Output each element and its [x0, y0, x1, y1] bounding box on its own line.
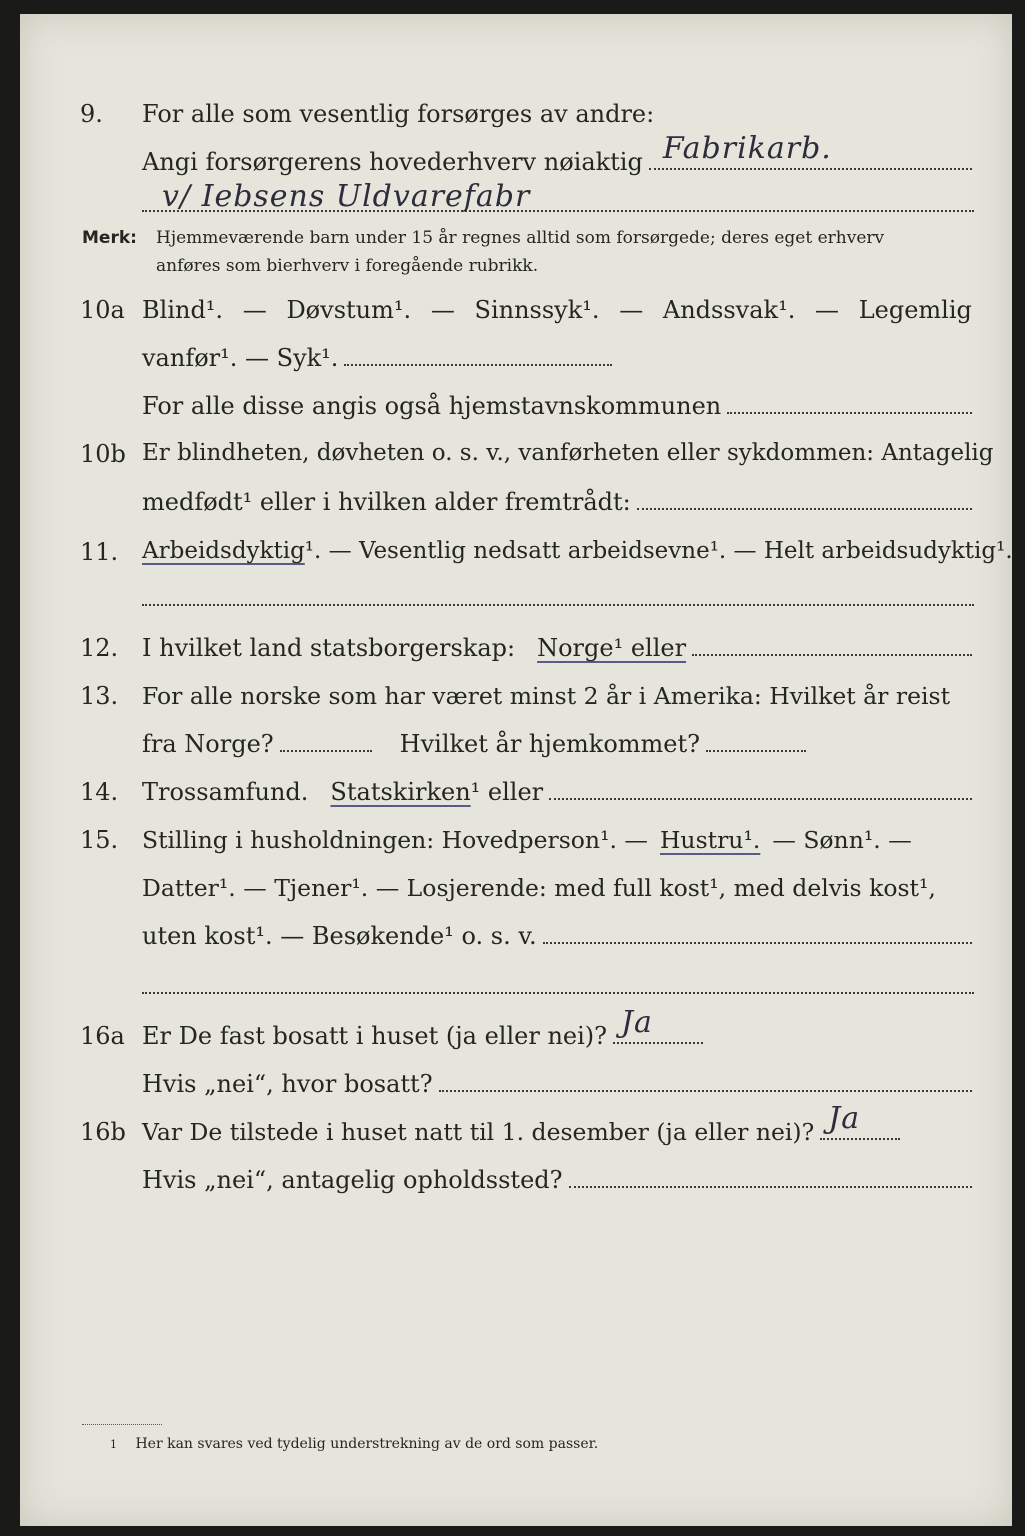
handwritten-answer: v/ Iebsens Uldvarefabr — [162, 179, 531, 214]
answer-field[interactable] — [142, 179, 974, 214]
item-number: 14. — [80, 778, 119, 806]
note-text: Hjemmeværende barn under 15 år regnes alltid som forsørgede; deres eget erhverv — [156, 228, 885, 248]
answer-field[interactable] — [706, 750, 806, 752]
item-number: 16b — [80, 1118, 126, 1146]
underlined-option: Arbeidsdyktig — [142, 538, 305, 564]
question-text: For alle disse angis også hjemstavnskommunen — [142, 392, 722, 420]
answer-field[interactable] — [142, 604, 974, 606]
answer-field[interactable] — [727, 412, 972, 414]
question-text: ¹ eller — [470, 778, 544, 806]
question-text: Datter¹. — Tjener¹. — Losjerende: med full kost¹, med delvis kost¹, — [142, 874, 936, 902]
question-text: For alle som vesentlig forsørges av andre: — [142, 100, 655, 128]
question-text: Trossamfund. — [142, 778, 309, 806]
handwritten-answer: Ja — [621, 1005, 653, 1040]
option-text: Blind¹. — [142, 296, 224, 324]
item-number: 10a — [80, 296, 125, 324]
item-number: 11. — [80, 538, 119, 566]
separator-dash: — — [815, 296, 840, 324]
underlined-option: Hustru¹. — [659, 826, 761, 854]
question-text: Er blindheten, døvheten o. s. v., vanførheten eller sykdommen: Antagelig — [142, 440, 994, 466]
question-text: ¹. — Vesentlig nedsatt arbeidsevne¹. — Helt arbeidsudyktig¹. — [304, 538, 1013, 564]
question-text: fra Norge? — [142, 730, 274, 758]
option-text: Andssvak¹. — [662, 296, 796, 324]
answer-field[interactable] — [439, 1090, 972, 1092]
question-text: I hvilket land statsborgerskap: — [142, 634, 516, 662]
answer-field[interactable] — [637, 508, 972, 510]
option-list — [142, 296, 972, 324]
item-number: 13. — [80, 682, 119, 710]
item-number: 15. — [80, 826, 119, 854]
underlined-option: Statskirken — [330, 778, 471, 806]
separator-dash: — — [430, 296, 455, 324]
answer-field[interactable] — [820, 1101, 900, 1140]
option-text: Legemlig — [858, 296, 972, 324]
answer-field[interactable] — [344, 364, 612, 366]
question-text: Var De tilstede i huset natt til 1. desember (ja eller nei)? — [142, 1118, 815, 1146]
question-text: medfødt¹ eller i hvilken alder fremtrådt: — [142, 488, 631, 516]
item-number: 12. — [80, 634, 119, 662]
question-text: For alle norske som har været minst 2 år i Amerika: Hvilket år reist — [142, 682, 951, 710]
question-text: Hvis „nei“, hvor bosatt? — [142, 1070, 433, 1098]
option-text: Døvstum¹. — [286, 296, 412, 324]
footnote — [110, 1436, 598, 1452]
note-label: Merk: — [82, 228, 137, 248]
answer-field[interactable] — [280, 750, 372, 752]
item-number: 10b — [80, 440, 126, 468]
item-number: 9. — [80, 100, 103, 128]
answer-field[interactable] — [692, 654, 972, 656]
underlined-option: Norge¹ eller — [537, 634, 687, 662]
question-text: Er De fast bosatt i huset (ja eller nei)? — [142, 1022, 608, 1050]
question-text: Hvis „nei“, antagelig opholdssted? — [142, 1166, 563, 1194]
question-text: — Sønn¹. — — [772, 826, 912, 854]
answer-field[interactable] — [543, 942, 972, 944]
option-text: Sinnssyk¹. — [474, 296, 600, 324]
answer-field[interactable] — [569, 1186, 972, 1188]
note-text: anføres som bierhverv i foregående rubrikk. — [156, 256, 539, 276]
footnote-mark: 1 — [110, 1438, 117, 1451]
question-text: Hvilket år hjemkommet? — [399, 730, 701, 758]
question-text: uten kost¹. — Besøkende¹ o. s. v. — [142, 922, 537, 950]
footnote-text: Her kan svares ved tydelig understrekning av de ord som passer. — [135, 1436, 599, 1452]
separator-dash: — — [242, 296, 267, 324]
item-number: 16a — [80, 1022, 125, 1050]
answer-field[interactable] — [649, 131, 972, 170]
answer-field[interactable] — [613, 1005, 703, 1044]
question-text: vanfør¹. — Syk¹. — [142, 344, 339, 372]
handwritten-answer: Fabrikarb. — [662, 131, 832, 166]
footnote-rule — [82, 1424, 162, 1425]
question-text: Stilling i husholdningen: Hovedperson¹. — — [142, 826, 648, 854]
answer-field[interactable] — [549, 798, 972, 800]
handwritten-answer: Ja — [828, 1101, 861, 1136]
answer-field[interactable] — [142, 992, 974, 994]
separator-dash: — — [619, 296, 644, 324]
census-form-page — [20, 14, 1012, 1526]
question-text: Angi forsørgerens hovederhverv nøiaktig — [142, 148, 643, 176]
